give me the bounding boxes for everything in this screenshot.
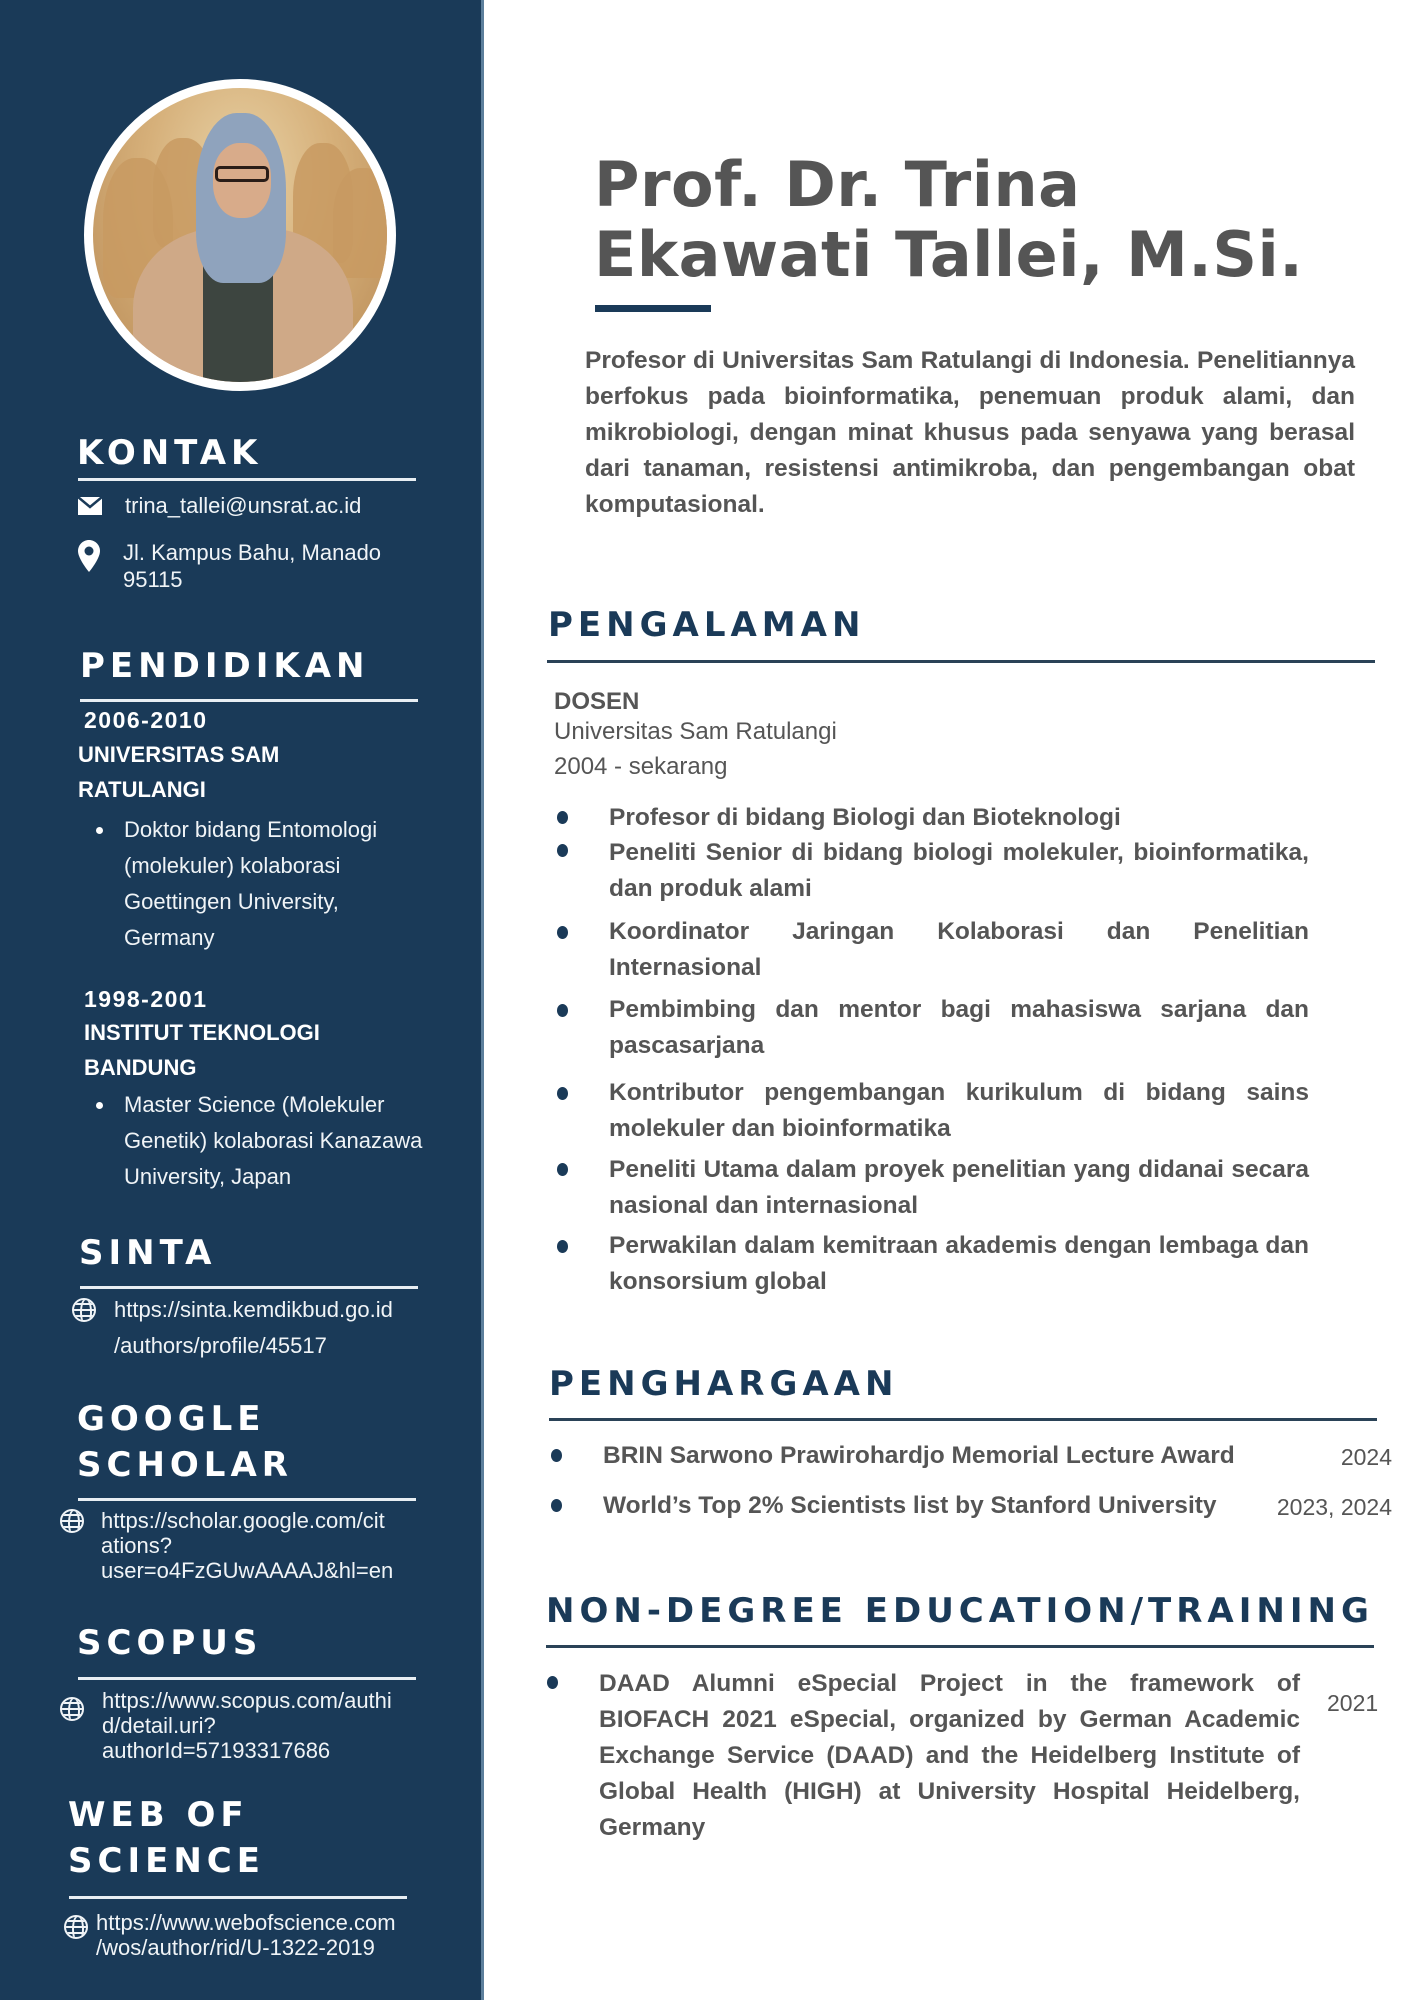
experience-bullet: Profesor di bidang Biologi dan Bioteknologi <box>609 804 1121 831</box>
education-years: 1998-2001 <box>84 986 208 1012</box>
education-school <box>84 1015 344 1085</box>
sinta-url-line[interactable]: /authors/profile/45517 <box>114 1333 327 1358</box>
education-detail-line: Doktor bidang Entomologi <box>124 817 378 842</box>
contact-divider <box>78 478 416 481</box>
job-organization: Universitas Sam Ratulangi <box>554 718 837 745</box>
job-period: 2004 - sekarang <box>554 753 728 780</box>
web-of-science-heading-line: WEB OF <box>68 1795 249 1835</box>
experience-bullet: Kontributor pengembangan kurikulum di bidang sains molekuler dan bioinformatika <box>609 1079 1309 1142</box>
education-school-line: UNIVERSITAS SAM <box>78 742 280 767</box>
sinta-divider <box>80 1286 418 1289</box>
profile-photo <box>84 79 396 391</box>
education-school <box>78 737 338 807</box>
education-school-line: BANDUNG <box>84 1055 197 1080</box>
globe-icon <box>64 1915 88 1939</box>
education-detail-line: Goettingen University, <box>124 889 339 914</box>
bullet-dot <box>96 1102 103 1109</box>
profile-photo-image <box>93 88 387 382</box>
web-of-science-divider <box>69 1896 407 1899</box>
google-scholar-heading-line: SCHOLAR <box>77 1445 293 1485</box>
experience-heading: PENGALAMAN <box>548 605 866 645</box>
awards-heading: PENGHARGAAN <box>549 1364 899 1404</box>
title-underline <box>595 305 711 312</box>
education-detail <box>124 1087 422 1195</box>
globe-icon <box>60 1509 84 1533</box>
experience-bullet: Koordinator Jaringan Kolaborasi dan Penelitian Internasional <box>609 918 1309 981</box>
education-school-line: INSTITUT TEKNOLOGI <box>84 1020 320 1045</box>
google-scholar-heading <box>77 1396 293 1488</box>
training-heading: NON-DEGREE EDUCATION/TRAINING <box>546 1591 1374 1631</box>
training-divider <box>546 1645 1374 1648</box>
education-detail <box>124 812 377 956</box>
bullet-dot <box>557 926 568 939</box>
web-of-science-url-line[interactable]: /wos/author/rid/U-1322-2019 <box>96 1935 375 1960</box>
education-school-line: RATULANGI <box>78 777 206 802</box>
experience-bullet: Pembimbing dan mentor bagi mahasiswa sarjana dan pascasarjana <box>609 996 1309 1059</box>
bullet-dot <box>557 811 568 824</box>
experience-bullet: Peneliti Utama dalam proyek penelitian yang didanai secara nasional dan internasional <box>609 1156 1309 1219</box>
web-of-science-heading-line: SCIENCE <box>68 1841 265 1881</box>
contact-heading: KONTAK <box>77 433 263 473</box>
bullet-dot <box>551 1499 562 1512</box>
education-divider <box>80 699 418 702</box>
scopus-url[interactable] <box>102 1688 392 1763</box>
award-title: BRIN Sarwono Prawirohardjo Memorial Lecture Award <box>603 1442 1235 1469</box>
web-of-science-url[interactable] <box>96 1910 396 1960</box>
education-detail-line: Germany <box>124 925 215 950</box>
web-of-science-heading <box>68 1792 265 1884</box>
education-detail-line: University, Japan <box>124 1164 292 1189</box>
scopus-url-line[interactable]: https://www.scopus.com/authi <box>102 1688 392 1713</box>
bullet-dot <box>547 1676 558 1689</box>
experience-bullet: Peneliti Senior di bidang biologi molekuler, bioinformatika, dan produk alami <box>609 839 1309 902</box>
map-pin-icon <box>78 540 100 572</box>
job-title: DOSEN <box>554 688 640 715</box>
education-detail-line: Genetik) kolaborasi Kanazawa <box>124 1128 423 1153</box>
page-title: Prof. Dr. Trina Ekawati Tallei, M.Si. <box>594 148 1304 291</box>
scopus-heading: SCOPUS <box>77 1623 263 1663</box>
google-scholar-url-line[interactable]: https://scholar.google.com/cit <box>101 1508 385 1533</box>
contact-address-line2: 95115 <box>123 567 183 592</box>
google-scholar-url-line[interactable]: ations? <box>101 1533 172 1558</box>
awards-divider <box>549 1418 1377 1421</box>
scopus-url-line[interactable]: d/detail.uri? <box>102 1713 216 1738</box>
training-description: DAAD Alumni eSpecial Project in the framework of BIOFACH 2021 eSpecial, organized by German Academic Exchange Service (DAAD) and the Heidelberg Institute of Global Health (HIGH) at University Hospital Heidelberg, Germany <box>599 1670 1300 1841</box>
sinta-url[interactable] <box>114 1292 393 1364</box>
bullet-dot <box>551 1449 562 1462</box>
google-scholar-heading-line: GOOGLE <box>77 1399 266 1439</box>
bullet-dot <box>557 844 568 857</box>
award-year: 2024 <box>1340 1444 1392 1470</box>
sidebar <box>0 0 484 2000</box>
bullet-dot <box>557 1004 568 1017</box>
google-scholar-url-line[interactable]: user=o4FzGUwAAAAJ&hl=en <box>101 1558 394 1583</box>
contact-address-line1: Jl. Kampus Bahu, Manado <box>123 540 382 565</box>
bullet-dot <box>557 1087 568 1100</box>
award-title: World’s Top 2% Scientists list by Stanford University <box>603 1492 1217 1519</box>
training-year: 2021 <box>1327 1690 1379 1716</box>
bullet-dot <box>557 1240 568 1253</box>
sinta-heading: SINTA <box>79 1233 217 1273</box>
sinta-url-line[interactable]: https://sinta.kemdikbud.go.id <box>114 1297 393 1322</box>
globe-icon <box>72 1298 96 1322</box>
education-heading: PENDIDIKAN <box>80 646 370 686</box>
profile-summary: Profesor di Universitas Sam Ratulangi di Indonesia. Penelitiannya berfokus pada bioinformatika, penemuan produk alami, dan mikrobiologi, dengan minat khusus pada senyawa yang berasal dari tanaman, resistensi antimikroba, dan pengembangan obat komputasional. <box>585 347 1355 518</box>
envelope-icon <box>78 497 102 515</box>
education-detail-line: (molekuler) kolaborasi <box>124 853 341 878</box>
experience-divider <box>547 660 1375 663</box>
education-years: 2006-2010 <box>84 707 208 733</box>
globe-icon <box>60 1697 84 1721</box>
contact-email[interactable]: trina_tallei@unsrat.ac.id <box>125 493 362 518</box>
scopus-divider <box>78 1677 416 1680</box>
web-of-science-url-line[interactable]: https://www.webofscience.com <box>96 1910 396 1935</box>
scopus-url-line[interactable]: authorId=57193317686 <box>102 1738 331 1763</box>
bullet-dot <box>557 1163 568 1176</box>
experience-bullet: Perwakilan dalam kemitraan akademis dengan lembaga dan konsorsium global <box>609 1232 1309 1295</box>
bullet-dot <box>96 827 103 834</box>
google-scholar-url[interactable] <box>101 1508 393 1583</box>
google-scholar-divider <box>78 1498 416 1501</box>
award-year: 2023, 2024 <box>1276 1494 1392 1520</box>
education-detail-line: Master Science (Molekuler <box>124 1092 385 1117</box>
